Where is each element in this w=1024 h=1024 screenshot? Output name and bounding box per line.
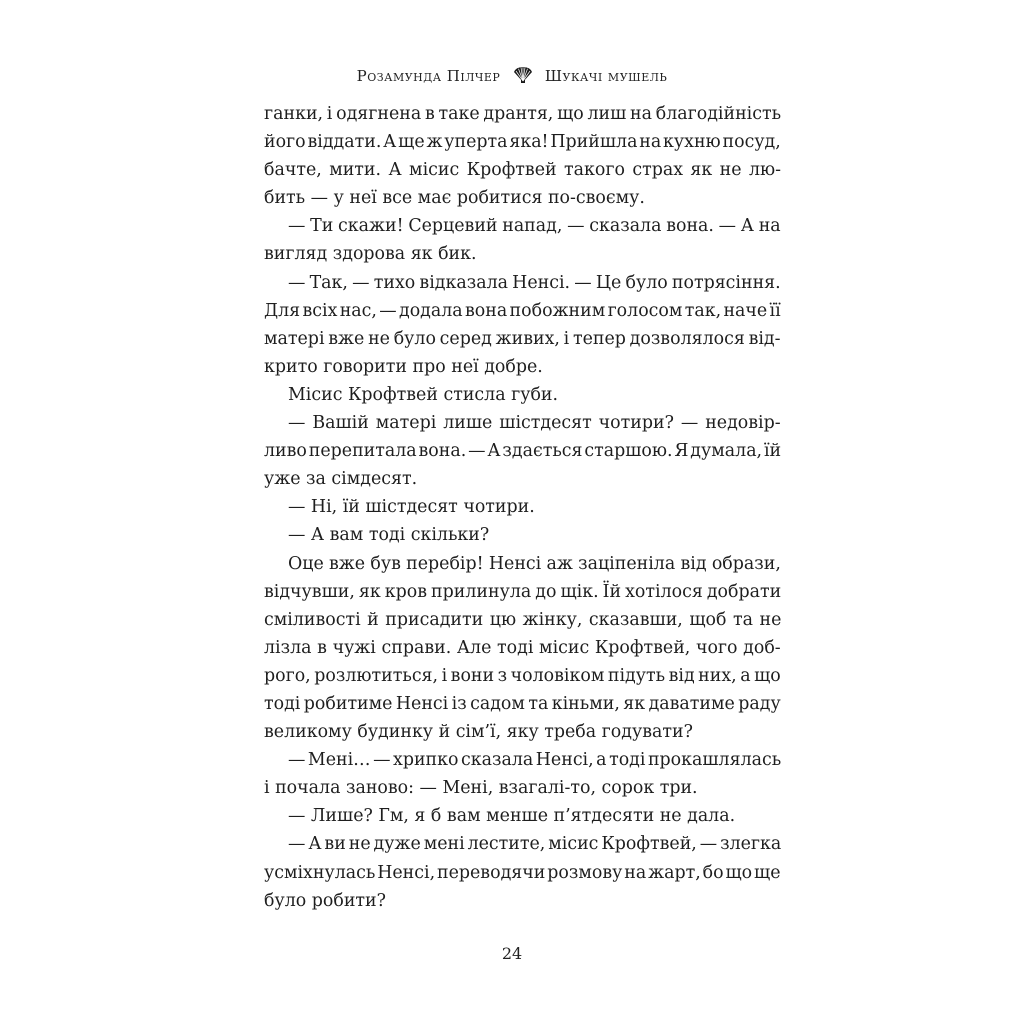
text-line: — Ти скажи! Серцевий напад, — сказала вона. — А на [288,216,781,237]
text-line: ливо перепитала вона. — А здається старшою. Я думала, їй [264,441,782,462]
text-line: Оце вже був перебір! Ненсі аж заціпеніла від образи, [288,553,781,574]
text-line: — А вам тоді скільки? [288,525,490,546]
author-name: Розамунда Пілчер [356,67,501,85]
page-body-text [264,100,781,915]
book-title: Шукачі мушель [544,67,668,85]
text-line: — Так, — тихо відказала Ненсі. — Це було потрясіння. [288,272,781,293]
text-line: уже за сімдесят. [264,469,418,490]
text-line: Для всіх нас, — додала вона побожним голосом так, наче її [264,300,781,321]
text-line: — Вашій матері лише шістдесят чотири? — недовір- [288,413,781,434]
text-line: Місис Крофтвей стисла губи. [288,384,559,405]
running-head [0,64,1024,88]
text-line: — Мені… — хрипко сказала Ненсі, а тоді прокашлялась [288,750,782,771]
seashell-icon [512,66,534,84]
text-line: ганки, і одягнена в таке дрантя, що лиш на благодійність [264,104,782,124]
text-line: великому будинку й сім’ї, яку треба годувати? [264,722,693,743]
text-line: відчувши, як кров прилинула до щік. Їй хотілося добрати [264,581,782,602]
text-line: бачте, мити. А місис Крофтвей такого страх як не лю- [264,160,782,181]
text-line: лізла в чужі справи. Але тоді місис Крофтвей, чого доб- [264,637,781,658]
text-line: матері вже не було серед живих, і тепер дозволялося від- [264,328,781,349]
text-line: сміливості й присадити цю жінку, сказавши, щоб та не [264,609,782,630]
text-line: — Ні, їй шістдесят чотири. [288,497,535,518]
text-line: тоді робитиме Ненсі із садом та кіньми, як даватиме раду [264,693,781,714]
text-line: рого, розлютиться, і вони з чоловіком підуть від них, а що [264,665,781,686]
text-line: було робити? [264,890,386,911]
text-line: бить — у неї все має робитися по-своєму. [264,188,645,209]
text-line: і почала заново: — Мені, взагалі-то, сорок три. [264,778,698,799]
text-line: вигляд здорова як бик. [264,244,477,265]
text-line: його віддати. А ще ж уперта яка! Прийшла на кухню посуд, [264,132,781,153]
text-line: крито говорити про неї добре. [264,356,543,377]
text-line: — А ви не дуже мені лестите, місис Крофтвей, — злегка [288,834,782,855]
text-line: — Лише? Гм, я б вам менше п’ятдесяти не дала. [288,806,736,827]
page-number: 24 [501,944,523,963]
text-line: усміхнулась Ненсі, переводячи розмову на жарт, бо що ще [264,862,781,883]
